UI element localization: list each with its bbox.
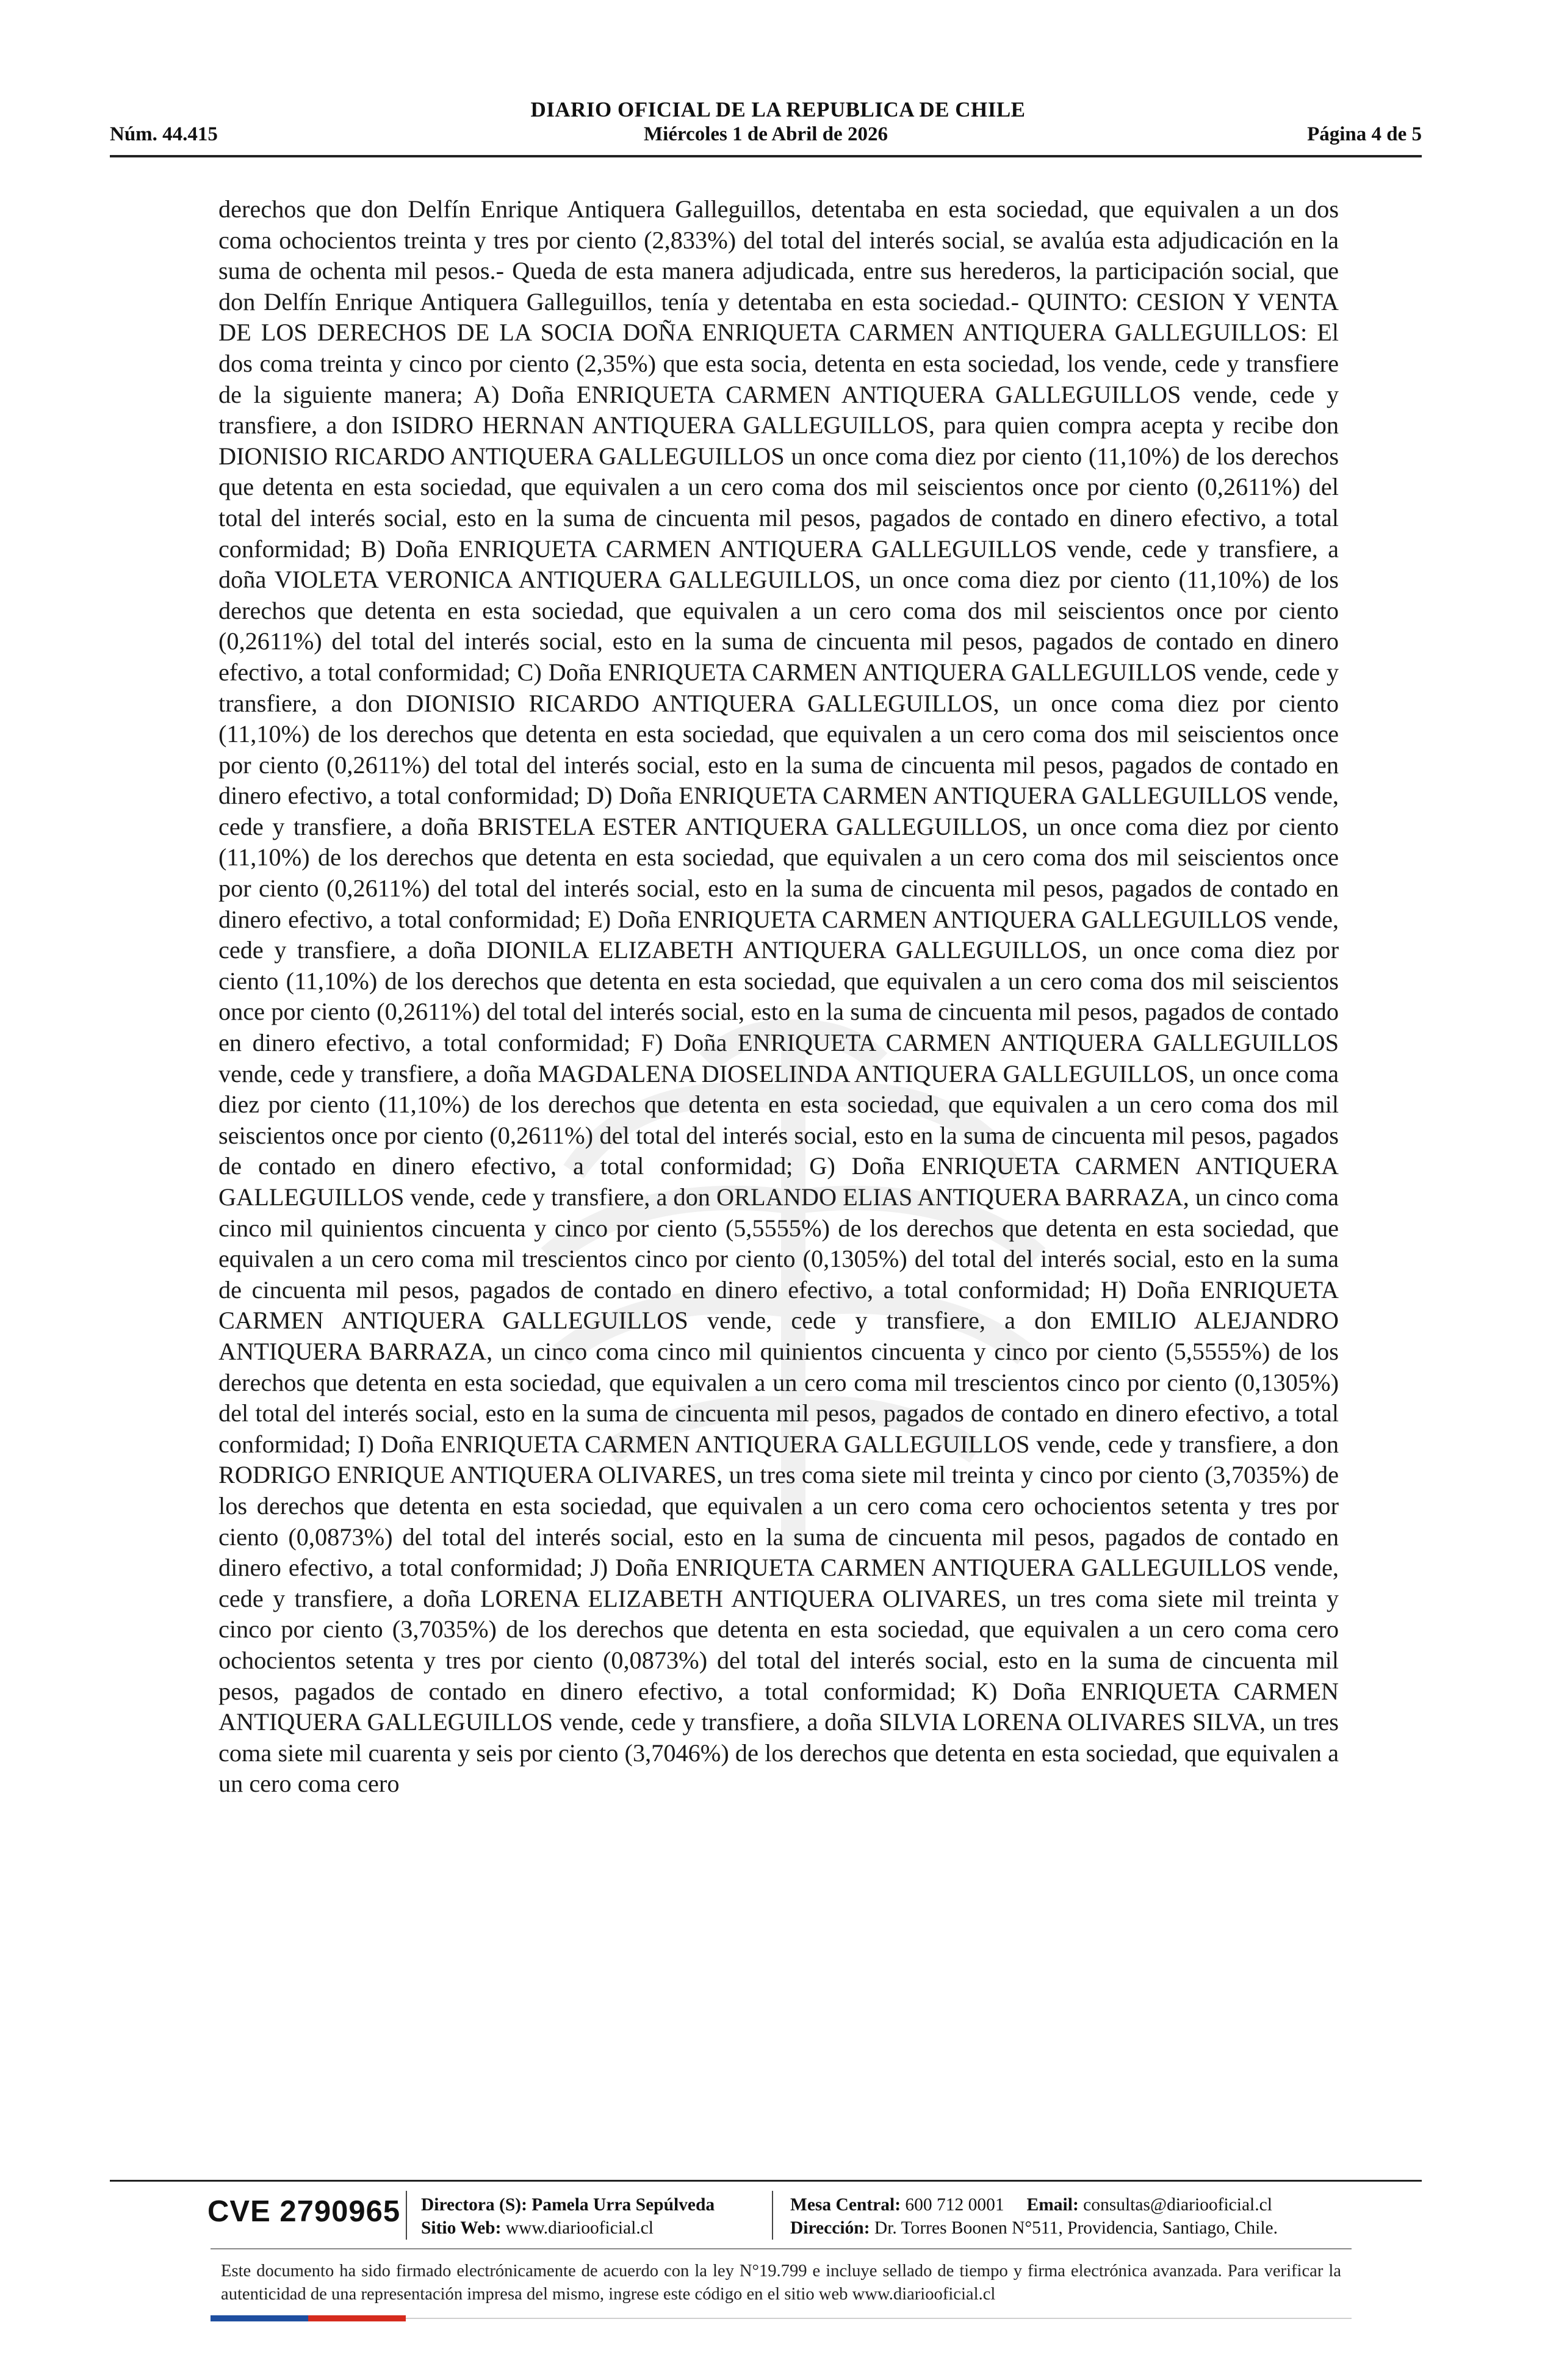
- footer-separator: [772, 2191, 773, 2240]
- website-link[interactable]: www.diariooficial.cl: [505, 2218, 654, 2238]
- website-line: [421, 2216, 715, 2240]
- document-body: derechos que don Delfín Enrique Antiquera Galleguillos, detentaba en esta sociedad, que equivalen a un dos coma ochocientos treinta y tres por ciento (2,833%) del total del interés social, se avalúa esta adjudicación en la suma de ochenta mil pesos.- Queda de esta manera adjudicada, entre sus herederos, la participación social, que don Delfín Enrique Antiquera Galleguillos, tenía y detentaba en esta sociedad.- QUINTO: CESION Y VENTA DE LOS DERECHOS DE LA SOCIA DOÑA ENRIQUETA CARMEN ANTIQUERA GALLEGUILLOS: El dos coma treinta y cinco por ciento (2,35%) que esta socia, detenta en esta sociedad, los vende, cede y transfiere de la siguiente manera; A) Doña ENRIQUETA CARMEN ANTIQUERA GALLEGUILLOS vende, cede y transfiere, a don ISIDRO HERNAN ANTIQUERA GALLEGUILLOS, para quien compra acepta y recibe don DIONISIO RICARDO ANTIQUERA GALLEGUILLOS un once coma diez por ciento (11,10%) de los derechos que detenta en esta sociedad, que equivalen a un cero coma dos mil seiscientos once por ciento (0,2611%) del total del interés social, esto en la suma de cincuenta mil pesos, pagados de contado en dinero efectivo, a total conformidad; B) Doña ENRIQUETA CARMEN ANTIQUERA GALLEGUILLOS vende, cede y transfiere, a doña VIOLETA VERONICA ANTIQUERA GALLEGUILLOS, un once coma diez por ciento (11,10%) de los derechos que detenta en esta sociedad, que equivalen a un cero coma dos mil seiscientos once por ciento (0,2611%) del total del interés social, esto en la suma de cincuenta mil pesos, pagados de contado en dinero efectivo, a total conformidad; C) Doña ENRIQUETA CARMEN ANTIQUERA GALLEGUILLOS vende, cede y transfiere, a don DIONISIO RICARDO ANTIQUERA GALLEGUILLOS, un once coma diez por ciento (11,10%) de los derechos que detenta en esta sociedad, que equivalen a un cero coma dos mil seiscientos once por ciento (0,2611%) del total del interés social, esto en la suma de cincuenta mil pesos, pagados de contado en dinero efectivo, a total conformidad; D) Doña ENRIQUETA CARMEN ANTIQUERA GALLEGUILLOS vende, cede y transfiere, a doña BRISTELA ESTER ANTIQUERA GALLEGUILLOS, un once coma diez por ciento (11,10%) de los derechos que detenta en esta sociedad, que equivalen a un cero coma dos mil seiscientos once por ciento (0,2611%) del total del interés social, esto en la suma de cincuenta mil pesos, pagados de contado en dinero efectivo, a total conformidad; E) Doña ENRIQUETA CARMEN ANTIQUERA GALLEGUILLOS vende, cede y transfiere, a doña DIONILA ELIZABETH ANTIQUERA GALLEGUILLOS, un once coma diez por ciento (11,10%) de los derechos que detenta en esta sociedad, que equivalen a un cero coma dos mil seiscientos once por ciento (0,2611%) del total del interés social, esto en la suma de cincuenta mil pesos, pagados de contado en dinero efectivo, a total conformidad; F) Doña ENRIQUETA CARMEN ANTIQUERA GALLEGUILLOS vende, cede y transfiere, a doña MAGDALENA DIOSELINDA ANTIQUERA GALLEGUILLOS, un once coma diez por ciento (11,10%) de los derechos que detenta en esta sociedad, que equivalen a un cero coma dos mil seiscientos once por ciento (0,2611%) del total del interés social, esto en la suma de cincuenta mil pesos, pagados de contado en dinero efectivo, a total conformidad; G) Doña ENRIQUETA CARMEN ANTIQUERA GALLEGUILLOS vende, cede y transfiere, a don ORLANDO ELIAS ANTIQUERA BARRAZA, un cinco coma cinco mil quinientos cincuenta y cinco por ciento (5,5555%) de los derechos que detenta en esta sociedad, que equivalen a un cero coma mil trescientos cinco por ciento (0,1305%) del total del interés social, esto en la suma de cincuenta mil pesos, pagados de contado en dinero efectivo, a total conformidad; H) Doña ENRIQUETA CARMEN ANTIQUERA GALLEGUILLOS vende, cede y transfiere, a don EMILIO ALEJANDRO ANTIQUERA BARRAZA, un cinco coma cinco mil quinientos cincuenta y cinco por ciento (5,5555%) de los derechos que detenta en esta sociedad, que equivalen a un cero coma mil trescientos cinco por ciento (0,1305%) del total del interés social, esto en la suma de cincuenta mil pesos, pagados de contado en dinero efectivo, a total conformidad; I) Doña ENRIQUETA CARMEN ANTIQUERA GALLEGUILLOS vende, cede y transfiere, a don RODRIGO ENRIQUE ANTIQUERA OLIVARES, un tres coma siete mil treinta y cinco por ciento (3,7035%) de los derechos que detenta en esta sociedad, que equivalen a un cero coma cero ochocientos setenta y tres por ciento (0,0873%) del total del interés social, esto en la suma de cincuenta mil pesos, pagados de contado en dinero efectivo, a total conformidad; J) Doña ENRIQUETA CARMEN ANTIQUERA GALLEGUILLOS vende, cede y transfiere, a doña LORENA ELIZABETH ANTIQUERA OLIVARES, un tres coma siete mil treinta y cinco por ciento (3,7035%) de los derechos que detenta en esta sociedad, que equivalen a un cero coma cero ochocientos setenta y tres por ciento (0,0873%) del total del interés social, esto en la suma de cincuenta mil pesos, pagados de contado en dinero efectivo, a total conformidad; K) Doña ENRIQUETA CARMEN ANTIQUERA GALLEGUILLOS vende, cede y transfiere, a doña SILVIA LORENA OLIVARES SILVA, un tres coma siete mil cuarenta y seis por ciento (3,7046%) de los derechos que detenta en esta sociedad, que equivalen a un cero coma cero: [218, 195, 1339, 1798]
- website-label: Sitio Web:: [421, 2218, 502, 2238]
- issue-date: Miércoles 1 de Abril de 2026: [644, 123, 888, 145]
- director-line: [421, 2193, 715, 2216]
- flag-blue-segment: [211, 2315, 308, 2321]
- address-line: [790, 2216, 1278, 2240]
- phone-label: Mesa Central:: [790, 2195, 901, 2215]
- flag-red-segment: [308, 2315, 406, 2321]
- flag-stripe: [211, 2315, 1352, 2321]
- flag-grey-line: [406, 2318, 1352, 2319]
- header-divider: [110, 155, 1422, 157]
- footer-divider: [110, 2180, 1422, 2182]
- email-link[interactable]: consultas@diariooficial.cl: [1083, 2195, 1272, 2215]
- footer-separator: [406, 2191, 407, 2240]
- cve-code: CVE 2790965: [207, 2195, 401, 2228]
- footer-director-block: [421, 2193, 715, 2240]
- footer-divider-secondary: [211, 2248, 1352, 2249]
- phone-value: 600 712 0001: [905, 2195, 1004, 2215]
- director-label: Directora (S):: [421, 2195, 527, 2215]
- address-label: Dirección:: [790, 2218, 870, 2238]
- address-value: Dr. Torres Boonen N°511, Providencia, Santiago, Chile.: [874, 2218, 1278, 2238]
- contact-line: [790, 2193, 1278, 2216]
- footer-contact-block: [790, 2193, 1278, 2240]
- page-indicator: Página 4 de 5: [1307, 123, 1422, 145]
- legal-notice: Este documento ha sido firmado electrónicamente de acuerdo con la ley N°19.799 e incluye sellado de tiempo y firma electrónica avanzada. Para verificar la autenticidad de una representación impresa del mismo, ingrese este código en el sitio web www.diariooficial.cl: [221, 2262, 1341, 2304]
- email-label: Email:: [1026, 2195, 1079, 2215]
- director-name: Pamela Urra Sepúlveda: [531, 2195, 715, 2215]
- issue-number: Núm. 44.415: [110, 123, 218, 145]
- header-row: [110, 123, 1422, 150]
- journal-title: DIARIO OFICIAL DE LA REPUBLICA DE CHILE: [530, 98, 1026, 121]
